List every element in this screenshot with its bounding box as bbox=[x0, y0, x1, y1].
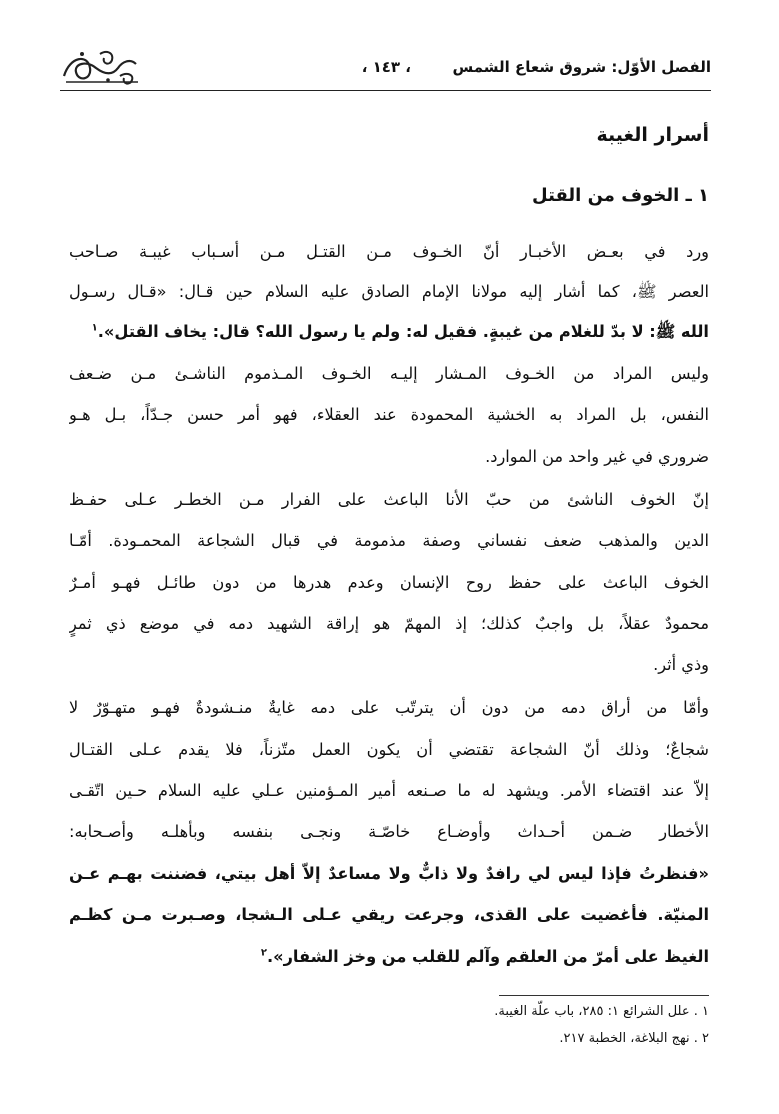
chapter-title: الفصل الأوّل: شروق شعاع الشمس bbox=[452, 58, 711, 76]
text-line: إلاّ عند اقتضاء الأمر. ويشهد له ما صـنعه أمير المـؤمنين عـلي عليه السلام حـين اتّقـى bbox=[69, 781, 709, 800]
text-line: العصر ﷺ، كما أشار إليه مولانا الإمام الصادق عليه السلام حين قـال: «قـال رسـول bbox=[69, 282, 709, 301]
text-line: وذي أثر. bbox=[653, 655, 709, 674]
hadith-quote-line bbox=[69, 315, 709, 349]
text-line: الأخطار ضـمن أحـداث وأوضـاع خاصّـة ونجـى بنفسه وبأهلـه وأصـحابه: bbox=[69, 822, 709, 841]
text-line: الخوف الباعث على حفظ روح الإنسان وعدم هدرها من دون طائـل فهـو أمـرٌ bbox=[69, 573, 709, 592]
text-line: شجاعٌ؛ وذلك أنّ الشجاعة تقتضي أن يكون العمل متّزناً، فلا يقدم عـلى القتـال bbox=[69, 740, 709, 759]
footnote-marker: ١ bbox=[91, 322, 98, 334]
footnote-divider bbox=[499, 995, 709, 996]
subsection-heading: ١ ـ الخوف من القتل bbox=[532, 185, 709, 206]
footnote-marker: ٢ bbox=[260, 947, 267, 959]
page-number: ، ١٤٣ ، bbox=[361, 58, 411, 76]
quote-text: الله ﷺ: لا بدّ للغلام من غيبةٍ. فقيل له: ولم يا رسول الله؟ قال: يخاف القتل». bbox=[97, 322, 709, 341]
running-header bbox=[60, 56, 711, 88]
text-line: الدين والمذهب ضعف نفساني وصفة مذمومة في قبال الشجاعة المحمـودة. أمّـا bbox=[69, 531, 709, 550]
header-divider bbox=[60, 90, 711, 91]
calligraphy-ornament-icon bbox=[60, 46, 142, 88]
quote-text: الغيظ على أمرّ من العلقم وآلم للقلب من وخز الشفار». bbox=[266, 947, 709, 966]
text-line: وليس المراد من الخـوف المـشار إليـه الخـوف المـذموم الناشـئ مـن ضـعف bbox=[69, 364, 709, 383]
text-line: محمودٌ عقلاً، بل واجبٌ كذلك؛ إذ المهمّ هو إراقة الشهيد دمه في موضع ذي ثمرٍ bbox=[69, 614, 709, 633]
text-line: النفس، بل المراد به الخشية المحمودة عند العقلاء، فهو أمر حسن جـدّاً، بـل هـو bbox=[69, 405, 709, 424]
sermon-quote-line: المنيّة. فأغضيت على القذى، وجرعت ريقي عـلى الـشجا، وصـبرت مـن كظـم bbox=[69, 905, 709, 924]
footnote: ١ . علل الشرائع ١: ٢٨٥، باب علّة الغيبة. bbox=[494, 1004, 709, 1019]
text-line: وأمّا من أراق دمه من دون أن يترتّب على دمه غايةٌ منـشودةٌ فهـو متهـوّرٌ لا bbox=[69, 698, 709, 717]
sermon-quote-line: «فنظرتُ فإذا ليس لي رافدٌ ولا ذابٌّ ولا مساعدٌ إلاّ أهل بيتي، فضننت بهـم عـن bbox=[69, 864, 709, 883]
section-heading: أسرار الغيبة bbox=[596, 124, 709, 146]
footnote: ٢ . نهج البلاغة، الخطبة ٢١٧. bbox=[559, 1031, 709, 1046]
text-line: إنّ الخوف الناشئ من حبّ الأنا الباعث على الفرار مـن الخطـر عـلى حفـظ bbox=[69, 490, 709, 509]
text-line: ضروري في غير واحد من الموارد. bbox=[485, 447, 709, 466]
text-line: ورد في بعـض الأخبـار أنّ الخـوف مـن القتـل مـن أسـباب غيبـة صـاحب bbox=[69, 242, 709, 261]
sermon-quote-line bbox=[69, 940, 709, 974]
